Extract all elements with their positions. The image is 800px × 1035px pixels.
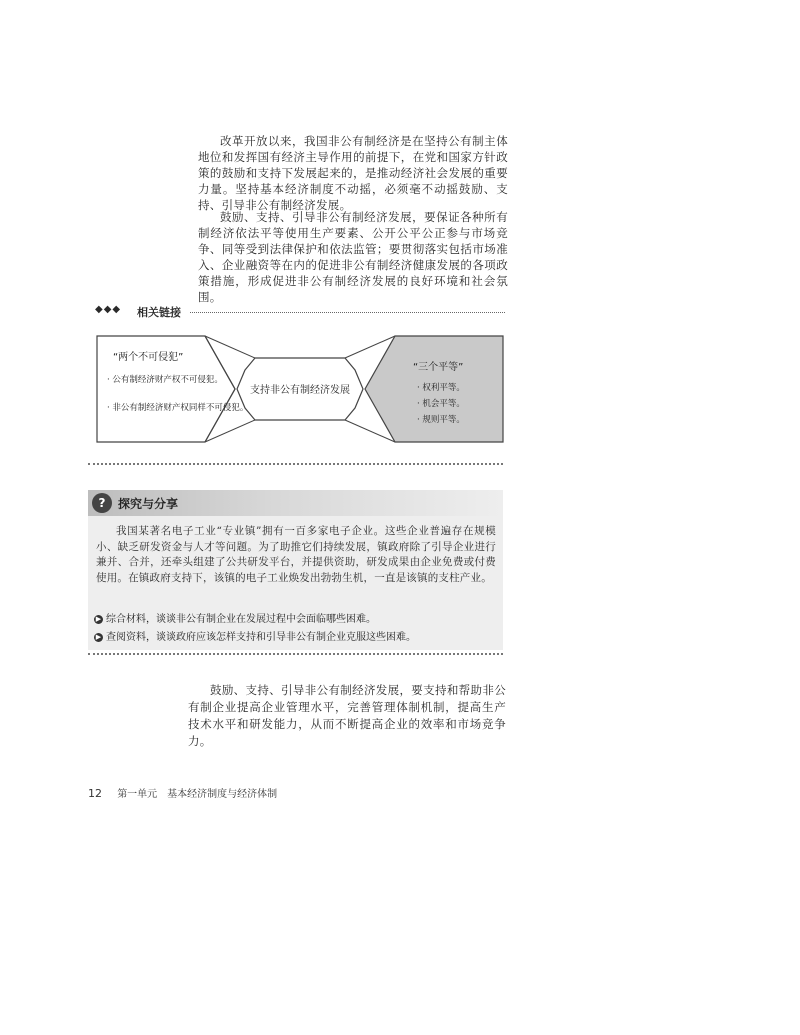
related-links-title: 相关链接 <box>137 306 181 319</box>
left-item-1: · 公有制经济财产权不可侵犯。 <box>107 375 223 385</box>
task-1-text: 综合材料，谈谈非公有制企业在发展过程中会面临哪些困难。 <box>106 614 376 625</box>
dotted-rule <box>190 312 505 313</box>
explore-title: 探究与分享 <box>118 497 179 511</box>
arrow-bullet-icon: ▶ <box>95 614 102 623</box>
task-1 <box>94 610 499 625</box>
right-title: “三个平等” <box>413 362 464 373</box>
right-item-2: · 机会平等。 <box>417 399 465 409</box>
intro-paragraph-1: 改革开放以来，我国非公有制经济是在坚持公有制主体地位和发挥国有经济主导作用的前提下，在党和国家方针政策的鼓励和支持下发展起来的，是推动经济社会发展的重要力量。坚持基本经济制度不动摇，必须毫不动摇鼓励、支持、引导非公有制经济发展。 <box>198 134 508 212</box>
diamond-icons: ◆◆◆ <box>95 304 122 315</box>
closing-paragraph: 鼓励、支持、引导非公有制经济发展，要支持和帮助非公有制企业提高企业管理水平，完善管理体制机制，提高生产技术水平和研发能力，从而不断提高企业的效率和市场竞争力。 <box>188 683 506 748</box>
arrow-bullet-icon: ▶ <box>95 632 102 641</box>
left-title: “两个不可侵犯” <box>113 352 184 363</box>
section-divider <box>88 653 503 655</box>
intro-paragraph-2: 鼓励、支持、引导非公有制经济发展，要保证各种所有制经济依法平等使用生产要素、公开公平公正参与市场竞争、同等受到法律保护和依法监管；要贯彻落实包括市场准入、企业融资等在内的促进非公有制经济健康发展的各项政策措施，形成促进非公有制经济发展的良好环境和社会氛围。 <box>198 210 508 304</box>
explore-body: 我国某著名电子工业“专业镇”拥有一百多家电子企业。这些企业普遍存在规模小、缺乏研发资金与人才等问题。为了助推它们持续发展，镇政府除了引导企业进行兼并、合并，还牵头组建了公共研发平台，并提供资助，研发成果由企业免费或付费使用。在镇政府支持下，该镇的电子工业焕发出勃勃生机，一直是该镇的支柱产业。 <box>96 525 496 584</box>
task-2 <box>94 628 499 643</box>
unit-title: 第一单元 基本经济制度与经济体制 <box>117 789 278 800</box>
section-divider <box>88 463 503 465</box>
page-footer <box>88 785 277 800</box>
task-2-text: 查阅资料，谈谈政府应该怎样支持和引导非公有制企业克服这些困难。 <box>106 632 416 643</box>
center-label: 支持非公有制经济发展 <box>250 385 350 396</box>
policy-diagram <box>95 330 505 448</box>
page-number: 12 <box>88 787 102 800</box>
related-links-header <box>95 304 505 320</box>
right-item-1: · 权利平等。 <box>417 383 465 393</box>
right-item-3: · 规则平等。 <box>417 415 465 425</box>
question-icon: ? <box>92 493 112 513</box>
explore-header <box>88 490 503 516</box>
left-item-2: · 非公有制经济财产权同样不可侵犯。 <box>107 403 249 413</box>
explore-share-box <box>88 490 503 650</box>
